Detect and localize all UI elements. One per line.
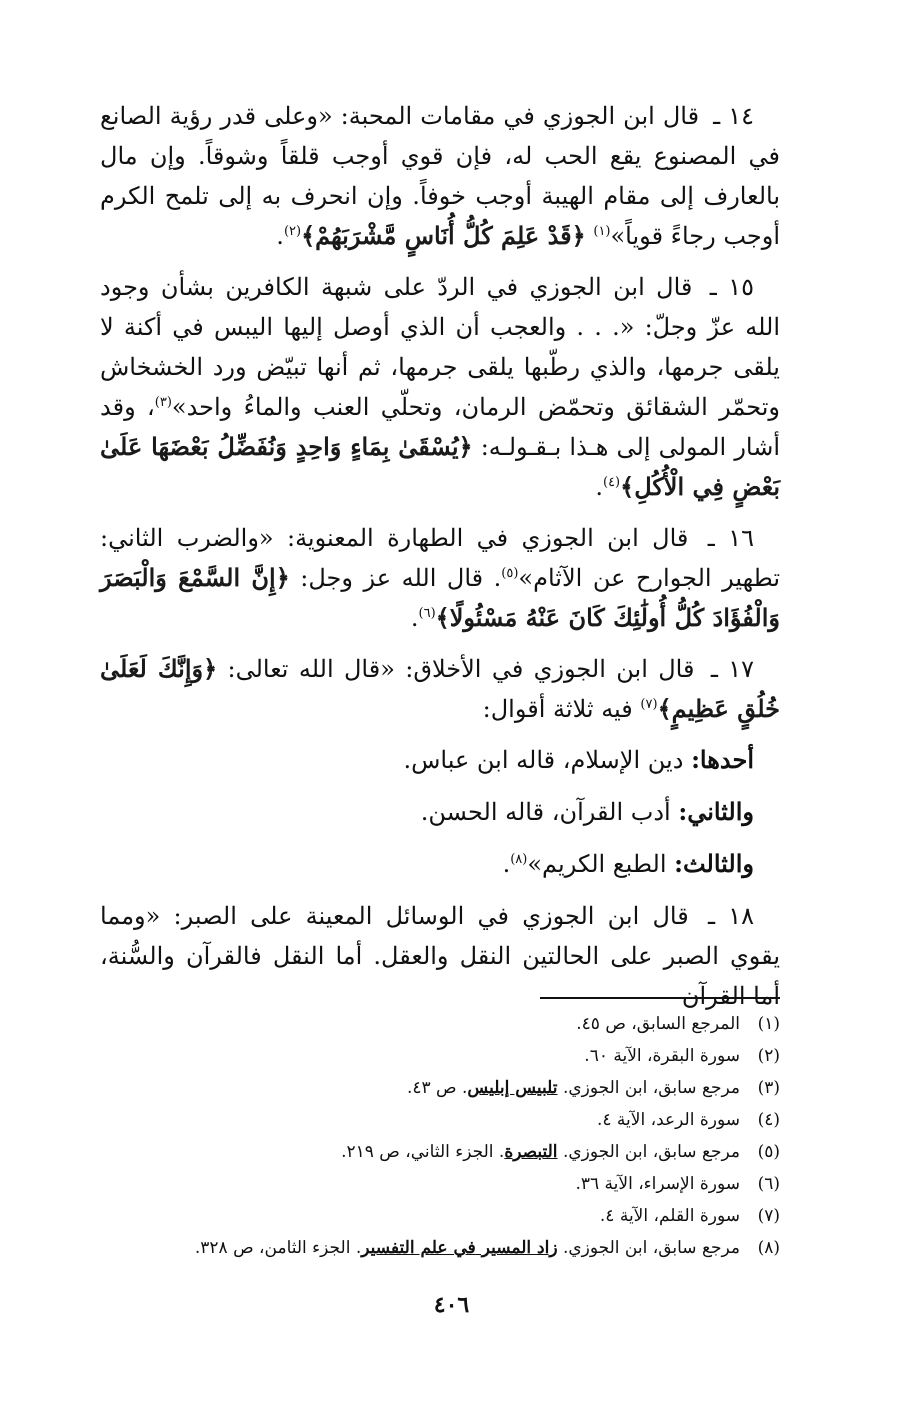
footnote-ref: (٣) [154, 395, 172, 410]
footnote-ref: (٧) [640, 697, 658, 712]
paragraph-text: قال ابن الجوزي في الطهارة المعنوية: «والضرب الثاني: تطهير الجوارح عن الآثام» [100, 524, 780, 592]
footnote-text: مرجع سابق، ابن الجوزي. التبصرة. الجزء الثاني، ص ٢١٩. [341, 1142, 740, 1162]
opinion-2 [100, 792, 780, 832]
footnote-8 [100, 1232, 780, 1264]
footnote-number: (٥) [757, 1142, 780, 1162]
footnote-ref: (١) [593, 224, 611, 239]
sentence-end: . [410, 604, 419, 632]
opinion-3 [100, 844, 780, 884]
footnote-ref: (٥) [501, 566, 519, 581]
paragraph-number: ١٨ ـ [707, 902, 755, 930]
footnote-text: سورة الرعد، الآية ٤. [596, 1110, 740, 1130]
footnote-6 [100, 1168, 780, 1200]
footnote-text: سورة البقرة، الآية ٦٠. [584, 1046, 740, 1066]
paragraph-16 [100, 518, 780, 638]
footnote-ref: (٦) [418, 606, 436, 621]
paragraph-text: قال ابن الجوزي في مقامات المحبة: «وعلى قدر رؤية الصانع في المصنوع يقع الحب له، فإن قوي أوجب قلقاً وشوقاً. وإن مال بالعارف إلى مقام الهيبة أوجب خوفاً. وإن انحرف به إلى تلمح الكرم أوجب رجاءً قوياً» [100, 102, 781, 250]
main-text [100, 96, 780, 1027]
book-title: تلبيس إبليس [467, 1078, 558, 1098]
paragraph-text: فيه ثلاثة أقوال: [482, 695, 633, 723]
footnote-text: سورة القلم، الآية ٤. [599, 1206, 740, 1226]
quran-verse: ﴿إِنَّ السَّمْعَ وَالْبَصَرَ وَالْفُؤَادَ كُلُّ أُولَٰئِكَ كَانَ عَنْهُ مَسْئُولًا﴾ [100, 563, 780, 632]
footnote-number: (٧) [757, 1206, 780, 1226]
footnote-number: (٤) [757, 1110, 780, 1130]
footnote-separator [540, 997, 780, 999]
opinion-1 [100, 740, 780, 780]
book-title: زاد المسير في علم التفسير [361, 1238, 558, 1258]
opinion-label: والثاني: [678, 797, 754, 826]
page-number: ٤٠٦ [433, 1292, 470, 1318]
footnote-2 [100, 1040, 780, 1072]
footnote-ref: (٤) [602, 475, 621, 490]
paragraph-text: قال ابن الجوزي في الوسائل المعينة على الصبر: «ومما يقوي الصبر على الحالتين النقل والعقل. أما النقل فالقرآن والسُّنة، أما القرآن [100, 902, 780, 1010]
opinion-text: أدب القرآن، قاله الحسن. [420, 798, 671, 826]
paragraph-text: . قال الله عز وجل: [300, 564, 502, 592]
footnote-4 [100, 1104, 780, 1136]
footnote-ref: (٨) [510, 852, 528, 867]
paragraph-17 [100, 649, 780, 729]
paragraph-text: ، وقد أشار المولى إلى هـذا بـقـولـه: [100, 393, 781, 461]
paragraph-number: ١٧ ـ [710, 655, 754, 683]
paragraph-number: ١٤ ـ [713, 102, 754, 130]
footnote-number: (٦) [757, 1174, 780, 1194]
footnote-number: (٣) [757, 1078, 780, 1098]
footnote-number: (١) [757, 1014, 780, 1034]
quran-verse: ﴿وَإِنَّكَ لَعَلَىٰ خُلُقٍ عَظِيمٍ﴾ [100, 654, 780, 723]
footnote-text: سورة الإسراء، الآية ٣٦. [575, 1174, 740, 1194]
book-title: التبصرة [504, 1142, 558, 1162]
paragraph-text: قال ابن الجوزي في الأخلاق: «قال الله تعالى: [227, 655, 695, 683]
footnote-number: (٨) [757, 1238, 780, 1258]
footnote-1 [100, 1008, 780, 1040]
paragraph-number: ١٦ ـ [707, 524, 754, 552]
footnote-7 [100, 1200, 780, 1232]
footnote-number: (٢) [757, 1046, 780, 1066]
paragraph-15 [100, 267, 780, 507]
footnote-3 [100, 1072, 780, 1104]
paragraph-text: قال ابن الجوزي في الردّ على شبهة الكافرين بشأن وجود الله عزّ وجلّ: «. . . والعجب أن الذي أوصل إليها اليبس في أكنة لا يلقى جرمها، والذي رطّبها يلقى جرمها، ثم أنها تبيّض ورد الخشخاش وتحمّر الشقائق وتحمّض الرمان، وتحلّي العنب والماءُ واحد» [100, 273, 780, 421]
paragraph-14 [100, 96, 780, 256]
opinion-label: والثالث: [674, 849, 754, 878]
footnote-text: مرجع سابق، ابن الجوزي. زاد المسير في علم التفسير. الجزء الثامن، ص ٣٢٨. [194, 1238, 740, 1258]
footnotes [100, 1008, 780, 1264]
sentence-end: . [276, 222, 284, 250]
quran-verse: ﴿قَدْ عَلِمَ كُلُّ أُنَاسٍ مَّشْرَبَهُمْ﴾ [301, 221, 586, 250]
opinion-label: أحدها: [691, 745, 754, 774]
quran-verse: ﴿يُسْقَىٰ بِمَاءٍ وَاحِدٍ وَنُفَضِّلُ بَعْضَهَا عَلَىٰ بَعْضٍ فِي الْأُكُلِ﴾ [100, 432, 780, 501]
footnote-5 [100, 1136, 780, 1168]
sentence-end: . [595, 473, 603, 501]
footnote-text: المرجع السابق، ص ٤٥. [576, 1014, 740, 1034]
footnote-ref: (٢) [283, 224, 302, 239]
sentence-end: . [502, 850, 511, 878]
opinion-text: دين الإسلام، قاله ابن عباس. [403, 746, 684, 774]
opinion-text: الطبع الكريم» [527, 850, 667, 878]
paragraph-number: ١٥ ـ [709, 273, 754, 301]
footnote-text: مرجع سابق، ابن الجوزي. تلبيس إبليس. ص ٤٣. [406, 1078, 740, 1098]
